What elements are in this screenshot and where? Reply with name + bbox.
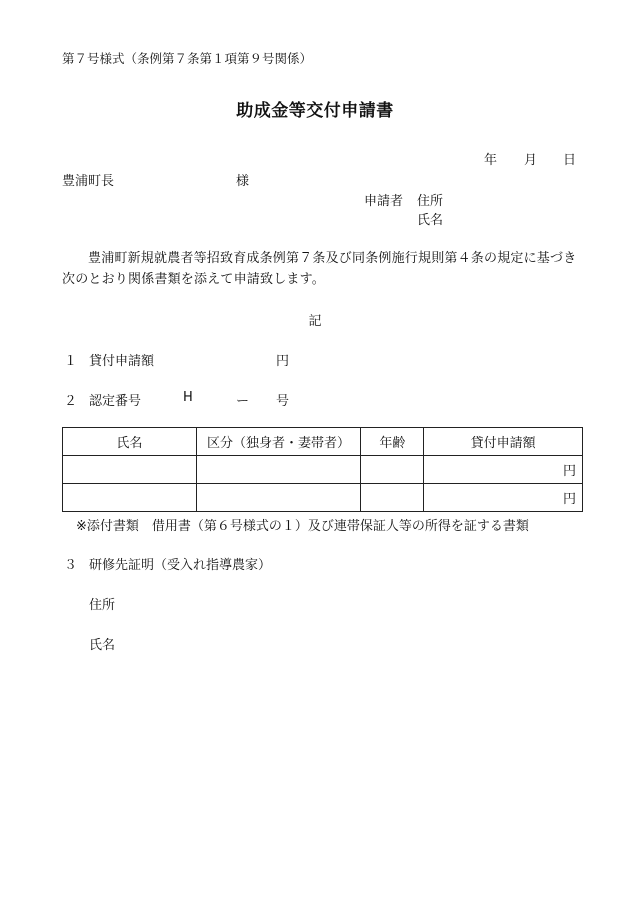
applicant-label: 申請者: [364, 194, 404, 209]
table-row: [63, 484, 583, 512]
table-cell: [63, 456, 197, 484]
form-title: 助成金等交付申請書: [236, 101, 394, 121]
item2-label: 認定番号: [89, 394, 142, 409]
ki-heading: 記: [308, 314, 322, 329]
honorific: 様: [236, 174, 250, 189]
table-header-cell: 区分（独身者・妻帯者）: [196, 428, 361, 456]
date-month-label: 月: [524, 153, 538, 168]
trainer-name-label: 氏名: [89, 638, 116, 653]
item2-dash: ー: [236, 394, 250, 409]
item2-go: 号: [276, 394, 290, 409]
body-paragraph: 豊浦町新規就農者等招致育成条例第７条及び同条例施行規則第４条の規定に基づき次のとおり関係書類を添えて申請致します。: [62, 251, 577, 287]
item3-number: ３: [64, 558, 78, 573]
date-year-label: 年: [484, 153, 498, 168]
table-row: [63, 456, 583, 484]
table-cell: [361, 484, 424, 512]
form-number: 第７号様式（条例第７条第１項第９号関係）: [62, 51, 313, 66]
table-header-cell: 貸付申請額: [424, 428, 583, 456]
date-day-label: 日: [563, 153, 577, 168]
item1-unit: 円: [276, 354, 290, 369]
table-header-cell: 氏名: [63, 428, 197, 456]
item2-number: ２: [64, 394, 78, 409]
table-cell: [63, 484, 197, 512]
item1-number: １: [64, 354, 78, 369]
trainer-address-label: 住所: [89, 598, 116, 613]
applicant-name-label: 氏名: [417, 213, 444, 228]
item3-label: 研修先証明（受入れ指導農家）: [89, 558, 272, 573]
table-cell: [361, 456, 424, 484]
loan-table: [62, 427, 583, 512]
item2-h: H: [183, 390, 193, 405]
table-cell: [196, 484, 361, 512]
table-header-cell: 年齢: [361, 428, 424, 456]
table-header-row: [63, 428, 583, 456]
table-cell: 円: [424, 456, 583, 484]
addressee: 豊浦町長: [62, 174, 115, 189]
attachment-note: ※添付書類 借用書（第６号様式の１）及び連帯保証人等の所得を証する書類: [76, 519, 529, 534]
table-cell: [196, 456, 361, 484]
item1-label: 貸付申請額: [89, 354, 155, 369]
applicant-address-label: 住所: [417, 194, 444, 209]
table-cell: 円: [424, 484, 583, 512]
